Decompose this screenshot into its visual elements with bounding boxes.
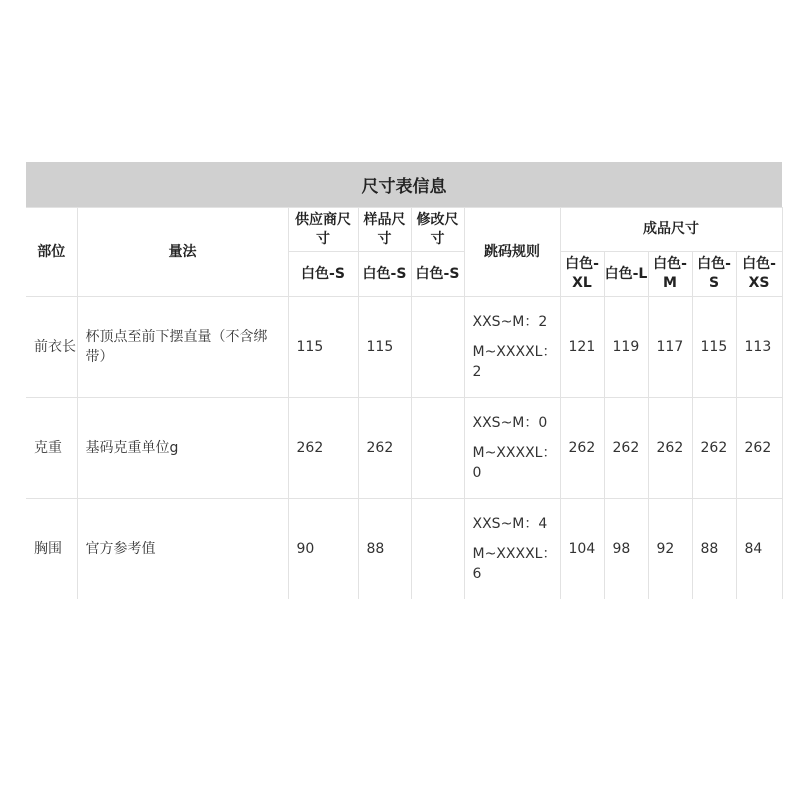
header-finished-size-xs: 白色-XS — [736, 252, 782, 297]
finished-size-cell: 98 — [604, 499, 648, 600]
finished-size-cell: 262 — [648, 398, 692, 499]
size-table — [26, 207, 783, 599]
finished-size-cell: 262 — [604, 398, 648, 499]
header-modified-size-label: 白色-S — [411, 252, 464, 297]
finished-size-cell: 84 — [736, 499, 782, 600]
table-row — [26, 499, 782, 600]
size-chart — [26, 162, 782, 599]
header-finished-size-xl: 白色-XL — [560, 252, 604, 297]
supplier-size-cell: 115 — [288, 297, 358, 398]
grading-rule-line: XXS~M：2 — [472, 314, 548, 330]
header-method: 量法 — [77, 208, 288, 297]
header-finished-size-s: 白色-S — [692, 252, 736, 297]
grading-rule-line: M~XXXXL：6 — [472, 546, 557, 582]
grading-rule-cell — [464, 398, 560, 499]
sample-size-cell: 115 — [358, 297, 411, 398]
finished-size-cell: 104 — [560, 499, 604, 600]
finished-size-cell: 115 — [692, 297, 736, 398]
header-finished-size-l: 白色-L — [604, 252, 648, 297]
grading-rule-line: M~XXXXL：0 — [472, 445, 557, 481]
method-cell: 官方参考值 — [77, 499, 288, 600]
supplier-size-cell: 262 — [288, 398, 358, 499]
size-chart-title: 尺寸表信息 — [26, 162, 782, 207]
finished-size-cell: 262 — [692, 398, 736, 499]
table-row — [26, 297, 782, 398]
header-finished-size-m: 白色-M — [648, 252, 692, 297]
finished-size-cell: 262 — [736, 398, 782, 499]
method-cell: 杯顶点至前下摆直量（不含绑带） — [77, 297, 288, 398]
finished-size-cell: 117 — [648, 297, 692, 398]
header-grading-rule: 跳码规则 — [464, 208, 560, 297]
finished-size-cell: 262 — [560, 398, 604, 499]
grading-rule-cell — [464, 297, 560, 398]
supplier-size-cell: 90 — [288, 499, 358, 600]
part-cell: 前衣长 — [26, 297, 77, 398]
table-row — [26, 398, 782, 499]
grading-rule-line: XXS~M：0 — [472, 415, 548, 431]
header-sample-size: 样品尺寸 — [358, 208, 411, 252]
modified-size-cell — [411, 499, 464, 600]
method-cell: 基码克重单位g — [77, 398, 288, 499]
part-cell: 胸围 — [26, 499, 77, 600]
header-sample-size-label: 白色-S — [358, 252, 411, 297]
finished-size-cell: 119 — [604, 297, 648, 398]
finished-size-cell: 113 — [736, 297, 782, 398]
header-finished-size: 成品尺寸 — [560, 208, 782, 252]
grading-rule-line: M~XXXXL：2 — [472, 344, 557, 380]
sample-size-cell: 262 — [358, 398, 411, 499]
header-supplier-size: 供应商尺寸 — [288, 208, 358, 252]
finished-size-cell: 121 — [560, 297, 604, 398]
header-part: 部位 — [26, 208, 77, 297]
finished-size-cell: 88 — [692, 499, 736, 600]
grading-rule-cell — [464, 499, 560, 600]
sample-size-cell: 88 — [358, 499, 411, 600]
grading-rule-line: XXS~M：4 — [472, 516, 548, 532]
header-modified-size: 修改尺寸 — [411, 208, 464, 252]
modified-size-cell — [411, 297, 464, 398]
modified-size-cell — [411, 398, 464, 499]
part-cell: 克重 — [26, 398, 77, 499]
finished-size-cell: 92 — [648, 499, 692, 600]
header-supplier-size-label: 白色-S — [288, 252, 358, 297]
